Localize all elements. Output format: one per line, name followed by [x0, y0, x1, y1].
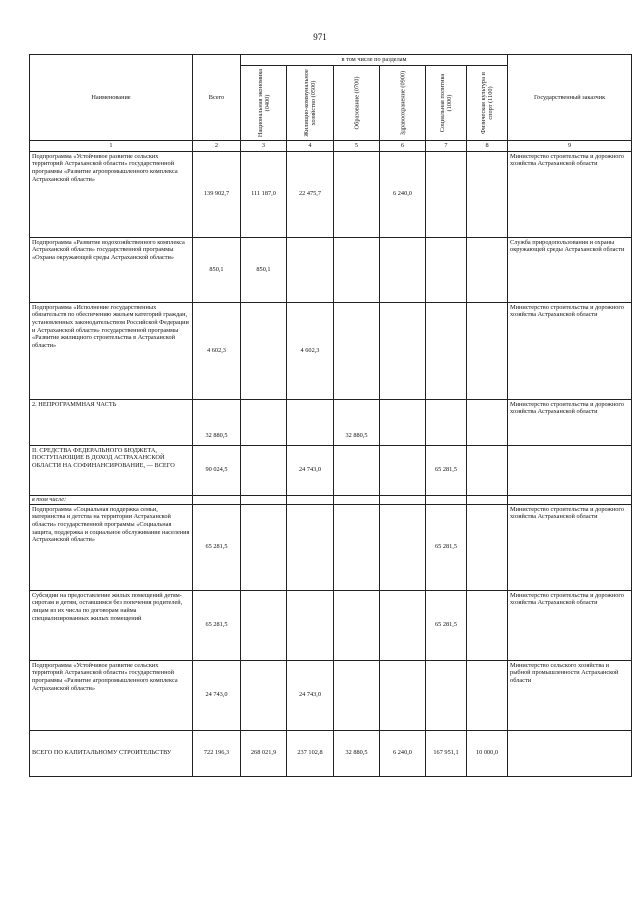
row-cell-1100: 10 000,0 — [467, 730, 508, 776]
row-cell-0900 — [380, 660, 426, 730]
row-cell-1000: 167 951,1 — [426, 730, 467, 776]
row-cell-1000 — [426, 399, 467, 445]
row-cell-1100 — [467, 495, 508, 504]
row-customer — [508, 495, 632, 504]
header-section-0400: Национальная экономика (0400) — [241, 65, 287, 140]
row-cell-0500 — [287, 590, 334, 660]
row-name: Подпрограмма «Социальная поддержка семьи, материнства и детства на территории Астраханской области» государственной программы «Социальная защита, поддержка и социальное обслуживание населения Астраханской области» — [30, 504, 193, 590]
row-total: 850,1 — [193, 237, 241, 302]
header-section-0900: Здравоохранение (0900) — [380, 65, 426, 140]
column-number: 1 — [30, 140, 193, 151]
row-cell-0400 — [241, 495, 287, 504]
column-number: 8 — [467, 140, 508, 151]
row-customer: Министерство строительства и дорожного хозяйства Астраханской области — [508, 151, 632, 237]
row-cell-0500: 22 475,7 — [287, 151, 334, 237]
row-cell-0900 — [380, 445, 426, 495]
row-name: Подпрограмма «Исполнение государственных обязательств по обеспечению жильем категорий граждан, установленных законодательством Российской Федерации и Астраханской области» государственной программы «Развитие жилищного строительства в Астраханской области» — [30, 302, 193, 399]
row-cell-0400 — [241, 445, 287, 495]
row-cell-1100 — [467, 151, 508, 237]
row-cell-0500: 4 602,3 — [287, 302, 334, 399]
row-cell-0500 — [287, 495, 334, 504]
row-cell-0900: 6 240,0 — [380, 151, 426, 237]
table-row — [30, 660, 632, 730]
column-number: 7 — [426, 140, 467, 151]
table-row — [30, 445, 632, 495]
column-number: 3 — [241, 140, 287, 151]
row-cell-0500: 24 743,0 — [287, 660, 334, 730]
row-cell-0400: 111 187,0 — [241, 151, 287, 237]
row-cell-1000 — [426, 151, 467, 237]
row-cell-0400 — [241, 302, 287, 399]
header-section-0700: Образование (0700) — [334, 65, 380, 140]
row-cell-0700 — [334, 495, 380, 504]
table-row — [30, 151, 632, 237]
row-cell-0500: 237 102,8 — [287, 730, 334, 776]
row-cell-1000 — [426, 237, 467, 302]
row-cell-0700 — [334, 660, 380, 730]
row-cell-0700 — [334, 590, 380, 660]
row-name: Подпрограмма «Устойчивое развитие сельских территорий Астраханской области» государственной программы «Развитие агропромышленного комплекса Астраханской области» — [30, 660, 193, 730]
row-cell-1000 — [426, 302, 467, 399]
table-row — [30, 302, 632, 399]
column-number: 4 — [287, 140, 334, 151]
row-name: 2. НЕПРОГРАММНАЯ ЧАСТЬ — [30, 399, 193, 445]
row-cell-0400 — [241, 504, 287, 590]
table-row-grand-total — [30, 730, 632, 776]
row-cell-1100 — [467, 590, 508, 660]
row-cell-0500 — [287, 504, 334, 590]
table-row — [30, 495, 632, 504]
row-total: 65 281,5 — [193, 504, 241, 590]
row-cell-0700 — [334, 237, 380, 302]
table-row — [30, 504, 632, 590]
column-number: 9 — [508, 140, 632, 151]
row-cell-1000: 65 281,5 — [426, 445, 467, 495]
row-total: 65 281,5 — [193, 590, 241, 660]
header-section-1100: Физическая культура и спорт (1100) — [467, 65, 508, 140]
row-customer: Министерство строительства и дорожного хозяйства Астраханской области — [508, 590, 632, 660]
row-customer — [508, 445, 632, 495]
row-cell-0400 — [241, 590, 287, 660]
row-cell-1100 — [467, 399, 508, 445]
row-total — [193, 495, 241, 504]
row-customer — [508, 730, 632, 776]
row-cell-0500 — [287, 399, 334, 445]
row-cell-0700: 32 880,5 — [334, 730, 380, 776]
capital-construction-table — [29, 54, 632, 777]
column-number: 6 — [380, 140, 426, 151]
row-name: Подпрограмма «Развитие водохозяйственного комплекса Астраханской области» государственной программы «Охрана окружающей среды Астраханской области» — [30, 237, 193, 302]
row-cell-1100 — [467, 302, 508, 399]
row-cell-1000 — [426, 660, 467, 730]
row-customer: Министерство строительства и дорожного хозяйства Астраханской области — [508, 399, 632, 445]
row-cell-0400 — [241, 399, 287, 445]
row-cell-1100 — [467, 660, 508, 730]
table-row — [30, 590, 632, 660]
header-section-0500: Жилищно-коммунальное хозяйство (0500) — [287, 65, 334, 140]
table-row — [30, 399, 632, 445]
row-cell-0500 — [287, 237, 334, 302]
header-customer: Государственный заказчик — [508, 55, 632, 141]
row-cell-0900 — [380, 237, 426, 302]
row-total: 24 743,0 — [193, 660, 241, 730]
row-cell-0700 — [334, 504, 380, 590]
row-name: Субсидии на предоставление жилых помещений детям-сиротам и детям, оставшимся без попечения родителей, лицам из их числа по договорам найма специализированных жилых помещений — [30, 590, 193, 660]
row-name: ВСЕГО ПО КАПИТАЛЬНОМУ СТРОИТЕЛЬСТВУ — [30, 730, 193, 776]
row-cell-0900 — [380, 495, 426, 504]
row-customer: Министерство строительства и дорожного хозяйства Астраханской области — [508, 302, 632, 399]
row-cell-0900 — [380, 504, 426, 590]
row-cell-1100 — [467, 504, 508, 590]
row-cell-1000: 65 281,5 — [426, 590, 467, 660]
row-cell-1000 — [426, 495, 467, 504]
column-number: 2 — [193, 140, 241, 151]
header-sections-group: в том числе по разделам — [241, 55, 508, 66]
row-total: 722 196,3 — [193, 730, 241, 776]
row-name: II. СРЕДСТВА ФЕДЕРАЛЬНОГО БЮДЖЕТА, ПОСТУПАЮЩИЕ В ДОХОД АСТРАХАНСКОЙ ОБЛАСТИ НА СОФИНАНСИРОВАНИЕ, — ВСЕГО — [30, 445, 193, 495]
row-cell-0700 — [334, 151, 380, 237]
row-cell-0400 — [241, 660, 287, 730]
column-number-row — [30, 140, 632, 151]
row-customer: Министерство сельского хозяйства и рыбной промышленности Астраханской области — [508, 660, 632, 730]
header-total: Всего — [193, 55, 241, 141]
row-cell-1000: 65 281,5 — [426, 504, 467, 590]
column-number: 5 — [334, 140, 380, 151]
page-number: 971 — [313, 32, 327, 42]
row-customer: Служба природопользования и охраны окружающей среды Астраханской области — [508, 237, 632, 302]
row-total: 4 602,3 — [193, 302, 241, 399]
row-cell-0400: 850,1 — [241, 237, 287, 302]
table-row — [30, 237, 632, 302]
row-customer: Министерство строительства и дорожного хозяйства Астраханской области — [508, 504, 632, 590]
row-cell-0700: 32 880,5 — [334, 399, 380, 445]
row-cell-0900: 6 240,0 — [380, 730, 426, 776]
row-cell-0700 — [334, 302, 380, 399]
row-cell-0400: 268 021,9 — [241, 730, 287, 776]
row-cell-0500: 24 743,0 — [287, 445, 334, 495]
row-total: 139 902,7 — [193, 151, 241, 237]
row-cell-0700 — [334, 445, 380, 495]
row-total: 90 024,5 — [193, 445, 241, 495]
row-name: в том числе: — [30, 495, 193, 504]
row-cell-0900 — [380, 302, 426, 399]
row-cell-0900 — [380, 399, 426, 445]
row-cell-1100 — [467, 237, 508, 302]
row-total: 32 880,5 — [193, 399, 241, 445]
header-name: Наименование — [30, 55, 193, 141]
header-section-1000: Социальная политика (1000) — [426, 65, 467, 140]
row-cell-1100 — [467, 445, 508, 495]
row-name: Подпрограмма «Устойчивое развитие сельских территорий Астраханской области» государственной программы «Развитие агропромышленного комплекса Астраханской области» — [30, 151, 193, 237]
row-cell-0900 — [380, 590, 426, 660]
